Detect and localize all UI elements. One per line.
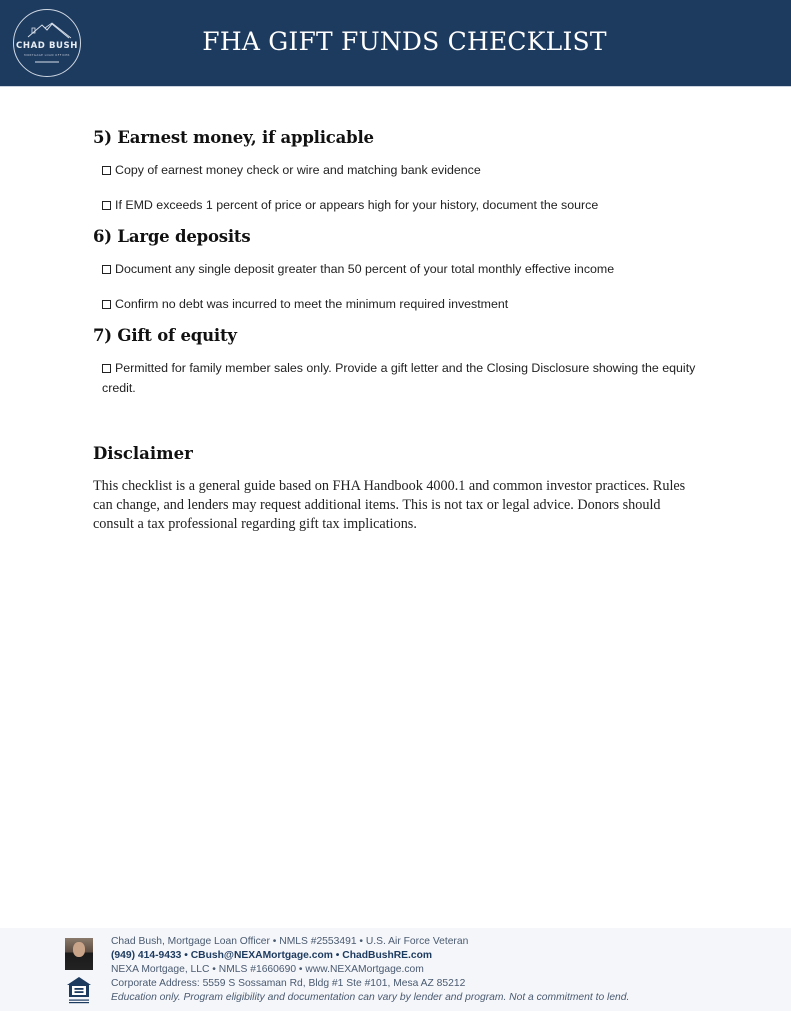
footer-contact-line[interactable]: (949) 414-9433 • CBush@NEXAMortgage.com • ChadBushRE.com bbox=[111, 950, 433, 961]
checklist-item bbox=[102, 195, 703, 215]
checklist-item-text: Copy of earnest money check or wire and matching bank evidence bbox=[115, 163, 481, 177]
checklist-item bbox=[102, 294, 703, 314]
page-title: FHA GIFT FUNDS CHECKLIST bbox=[202, 27, 607, 56]
checkbox[interactable] bbox=[102, 201, 111, 210]
footer-company-line: NEXA Mortgage, LLC • NMLS #1660690 • www.NEXAMortgage.com bbox=[111, 964, 424, 975]
checklist-item bbox=[102, 259, 703, 279]
checklist-item bbox=[102, 358, 702, 398]
equal-housing-lender-icon bbox=[66, 976, 92, 1006]
section-gift-of-equity bbox=[93, 326, 703, 398]
footer-address-line: Corporate Address: 5559 S Sossaman Rd, Bldg #1 Ste #101, Mesa AZ 85212 bbox=[111, 978, 466, 989]
checklist-item-text: Confirm no debt was incurred to meet the minimum required investment bbox=[115, 297, 509, 311]
disclaimer-heading: Disclaimer bbox=[93, 444, 193, 463]
section-large-deposits bbox=[93, 227, 703, 314]
disclaimer-text: This checklist is a general guide based on FHA Handbook 4000.1 and common investor practices. Rules can change, and lenders may request additional items. This is not tax or legal advice. Donors should consult a tax professional regarding gift tax implications. bbox=[93, 478, 686, 532]
checkbox[interactable] bbox=[102, 364, 111, 373]
section-heading: 5) Earnest money, if applicable bbox=[93, 128, 374, 147]
checklist-item-text: If EMD exceeds 1 percent of price or appears high for your history, document the source bbox=[115, 198, 599, 212]
page-footer bbox=[0, 928, 791, 1011]
section-heading: 7) Gift of equity bbox=[93, 326, 237, 345]
disclaimer-section bbox=[93, 444, 703, 534]
checklist-item-text: Document any single deposit greater than 50 percent of your total monthly effective income bbox=[115, 262, 615, 276]
loan-officer-photo bbox=[65, 938, 93, 970]
checklist-item-text: Permitted for family member sales only. Provide a gift letter and the Closing Disclosure showing the equity credit. bbox=[102, 361, 696, 395]
logo-subtitle: MORTGAGE LOAN OFFICER bbox=[24, 53, 70, 57]
footer-officer-line: Chad Bush, Mortgage Loan Officer • NMLS #2553491 • U.S. Air Force Veteran bbox=[111, 936, 469, 947]
checkbox[interactable] bbox=[102, 300, 111, 309]
checkbox[interactable] bbox=[102, 265, 111, 274]
footer-disclaimer-line: Education only. Program eligibility and documentation can vary by lender and program. Not a commitment to lend. bbox=[111, 992, 630, 1003]
checkbox[interactable] bbox=[102, 166, 111, 175]
logo-name: CHAD BUSH bbox=[16, 41, 78, 51]
footer-contact-info bbox=[111, 935, 629, 1005]
section-earnest-money bbox=[93, 128, 703, 215]
section-heading: 6) Large deposits bbox=[93, 227, 251, 246]
checklist-item bbox=[102, 160, 703, 180]
page-header bbox=[0, 0, 791, 87]
checklist-content bbox=[93, 128, 703, 534]
